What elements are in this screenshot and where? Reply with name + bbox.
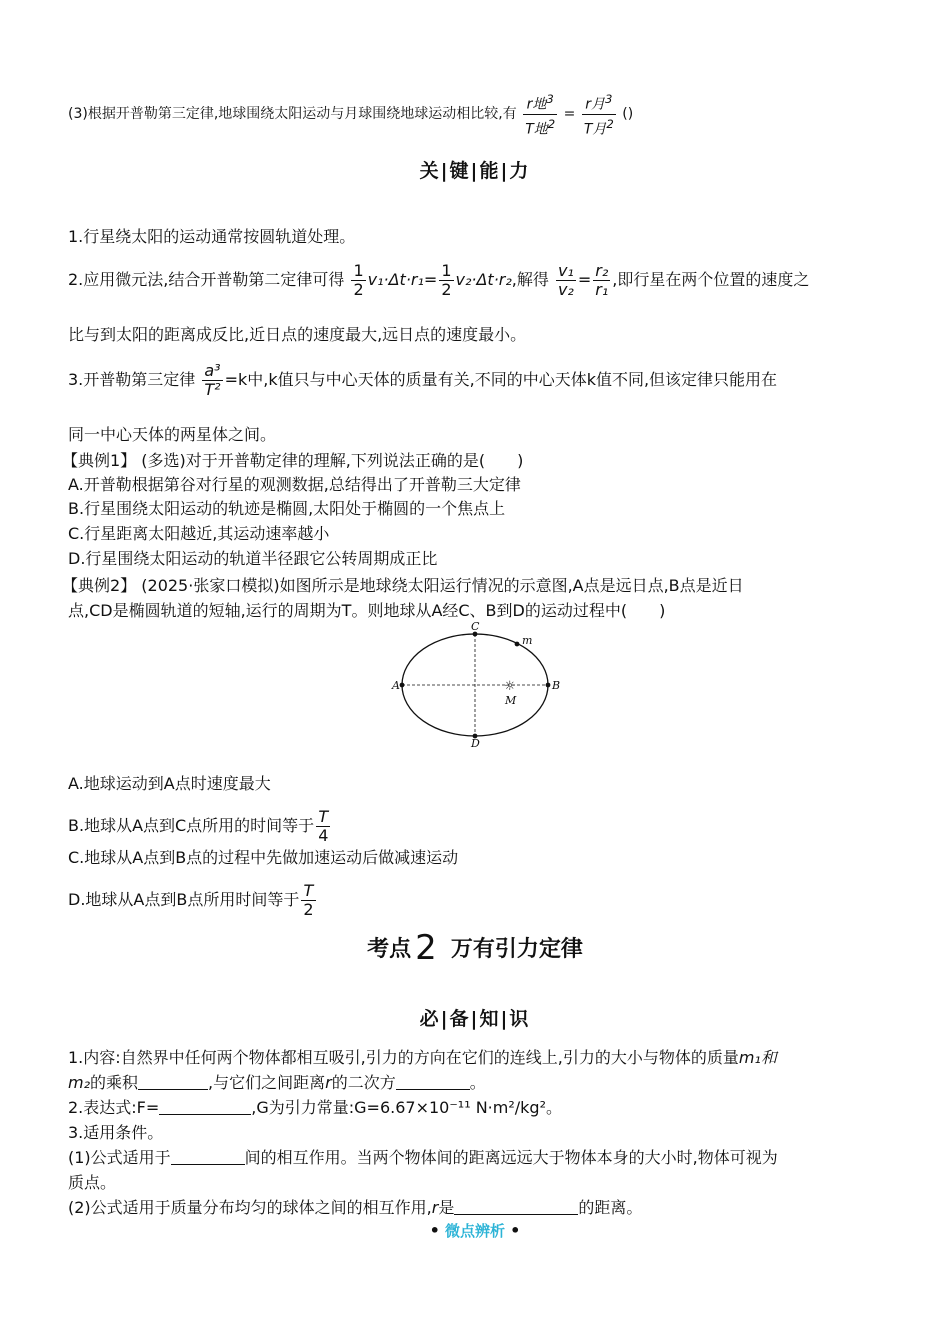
kepler-third-law-comparison: [68, 90, 884, 138]
label-b: B: [552, 679, 561, 692]
half-den-2: 2: [441, 280, 452, 299]
r2: r₂: [595, 261, 609, 280]
point-b-dot: [546, 683, 551, 688]
blank-product[interactable]: [138, 1073, 208, 1090]
power3-b: 3: [604, 92, 613, 106]
example-1-stem: [62, 450, 884, 472]
half-fraction-2: [439, 262, 453, 299]
a-cubed: a³: [204, 361, 221, 380]
k1-m2: m₂: [68, 1073, 90, 1092]
t-over-2-den: 2: [303, 900, 314, 919]
label-m-sun: M: [505, 694, 517, 707]
example-2-option-c: C.地球从A点到B点的过程中先做加速运动后做减速运动: [68, 848, 459, 867]
k1-intro: 1.内容:自然界中任何两个物体都相互吸引,引力的方向在它们的连线上,引力的大小与物体的质量: [68, 1048, 739, 1067]
a3-over-t2: [202, 362, 222, 399]
power2-a: 2: [547, 116, 556, 131]
p2-solve: ,解得: [511, 270, 549, 289]
p2-conclusion: ,即行星在两个位置的速度之: [612, 270, 810, 289]
k32-is: 是: [438, 1198, 455, 1217]
blank-center-distance[interactable]: [454, 1198, 578, 1215]
example-2-option-d: [68, 882, 884, 919]
blank-inverse-square[interactable]: [396, 1073, 470, 1090]
k31-body: 间的相互作用。当两个物体间的距离远远大于物体本身的大小时,物体可视为: [244, 1148, 778, 1167]
half-num-1: 1: [353, 261, 364, 280]
point-2-line1: 2.应用微元法,结合开普勒第二定律可得 $\frac{1}{2}$ v₁·Δt·r₁= $\frac{1}{2}$ v₂·Δt·r₂,解得 $\frac{\text{v₁}}{\text{v₂}}$ = $\frac{\text{r₂}}{\text{r₁}}$ ,即行星在两个位置的速度之: [68, 261, 810, 299]
label-c: C: [471, 620, 480, 633]
knowledge-3-1-line1: [68, 1147, 884, 1169]
example-1-option-d: D.行星围绕太阳运动的轨道半径跟它公转周期成正比: [68, 549, 438, 568]
k1-distance: ,与它们之间距离: [208, 1073, 326, 1092]
v2: v₂: [557, 280, 574, 299]
power2-b: 2: [606, 116, 614, 131]
r-moon: r月: [585, 96, 605, 113]
example-1-option-b: B.行星围绕太阳运动的轨迹是椭圆,太阳处于椭圆的一个焦点上: [68, 499, 506, 518]
orbit-diagram: [380, 620, 570, 750]
p2-term2: v₂·Δt·r₂: [455, 270, 512, 289]
topic-number: 2: [415, 928, 437, 968]
k32-end: 的距离。: [578, 1198, 643, 1217]
point-2-line2: 比与到太阳的距离成反比,近日点的速度最大,远日点的速度最小。: [68, 325, 527, 344]
law3-text: (3)根据开普勒第三定律,地球围绕太阳运动与月球围绕地球运动相比较,有: [68, 106, 517, 123]
t-over-4-den: 4: [318, 826, 329, 845]
knowledge-1-line1: [68, 1047, 884, 1069]
v1: v₁: [557, 261, 574, 280]
bullet-left: •: [429, 1221, 440, 1240]
micro-point-analysis-header: [0, 1220, 950, 1242]
t-over-2-num: T: [301, 882, 315, 901]
point-3-line1: [68, 362, 884, 399]
velocity-ratio: [556, 262, 576, 299]
knowledge-2: [68, 1097, 884, 1119]
t-squared: T²: [204, 380, 221, 399]
k1-end: 。: [469, 1073, 486, 1092]
p3-intro: 3.开普勒第三定律: [68, 370, 196, 389]
blank-point-masses[interactable]: [171, 1148, 245, 1165]
point-a-dot: [400, 683, 405, 688]
half-fraction-1: [351, 262, 365, 299]
option-b-text: B.地球从A点到C点所用的时间等于: [68, 816, 315, 835]
hint-title: 微点辨析: [444, 1222, 505, 1240]
t-earth: T地: [525, 121, 548, 138]
label-d: D: [471, 737, 480, 750]
k1-r: r: [325, 1073, 332, 1092]
knowledge-1-line2: [68, 1072, 884, 1094]
example-1-option-c: C.行星距离太阳越近,其运动速率越小: [68, 524, 330, 543]
k1-m1: m₁和: [738, 1048, 777, 1067]
earth-dot: [515, 642, 520, 647]
t-over-4: [316, 808, 330, 845]
example-2-label: 【典例2】: [62, 576, 137, 595]
topic-prefix: 考点: [367, 937, 412, 962]
t-moon: T月: [583, 121, 607, 138]
example-2-option-b: [68, 808, 884, 845]
equals-sign: =: [563, 106, 576, 123]
example-2-stem-line2: 点,CD是椭圆轨道的短轴,运行的周期为T。则地球从A经C、B到D的运动过程中( ): [68, 601, 666, 620]
label-m-earth: m: [522, 634, 533, 647]
half-num-2: 1: [441, 261, 452, 280]
p2-term1: v₁·Δt·r₁=: [367, 270, 438, 289]
power3-a: 3: [546, 92, 554, 106]
example-2-option-a: A.地球运动到A点时速度最大: [68, 774, 271, 793]
p3-body: =k中,k值只与中心天体的质量有关,不同的中心天体k值不同,但该定律只能用在: [224, 370, 778, 389]
section-key-abilities-title: 关|键|能|力: [419, 160, 531, 182]
earth-ratio: [523, 90, 557, 138]
knowledge-3-2: [68, 1197, 884, 1219]
example-1-option-a: A.开普勒根据第谷对行星的观测数据,总结得出了开普勒三大定律: [68, 475, 521, 494]
example-1-label: 【典例1】: [62, 451, 137, 470]
p2-intro: 2.应用微元法,结合开普勒第二定律可得: [68, 270, 345, 289]
sun-icon: ☼: [504, 679, 516, 694]
k2-intro: 2.表达式:F=: [68, 1098, 160, 1117]
k31-intro: (1)公式适用于: [68, 1148, 171, 1167]
point-1: 1.行星绕太阳的运动通常按圆轨道处理。: [68, 227, 356, 246]
moon-ratio: [582, 90, 616, 138]
t-over-4-num: T: [316, 808, 330, 827]
option-d-text: D.地球从A点到B点所用时间等于: [68, 890, 300, 909]
k2-constant: ,G为引力常量:G=6.67×10⁻¹¹ N·m²/kg²。: [251, 1098, 562, 1117]
point-3-line2: 同一中心天体的两星体之间。: [68, 425, 277, 444]
example-2-stem-line1: [62, 575, 884, 597]
t-over-2: [301, 882, 315, 919]
half-den-1: 2: [353, 280, 364, 299]
k1-product: 的乘积: [90, 1073, 139, 1092]
k32-intro: (2)公式适用于质量分布均匀的球体之间的相互作用,: [68, 1198, 432, 1217]
r1: r₁: [595, 280, 609, 299]
example-2-question-1: (2025·张家口模拟)如图所示是地球绕太阳运行情况的示意图,A点是远日点,B点是近日: [136, 576, 744, 595]
topic-2-heading: [0, 928, 950, 970]
k32-r: r: [431, 1198, 439, 1217]
label-a: A: [392, 679, 400, 692]
answer-paren: (): [622, 106, 634, 123]
section-essential-knowledge-title: 必|备|知|识: [419, 1008, 531, 1030]
blank-formula[interactable]: [159, 1098, 251, 1115]
r-earth: r地: [526, 96, 547, 113]
topic-title: 万有引力定律: [450, 937, 583, 962]
k1-square: 的二次方: [331, 1073, 396, 1092]
example-1-question: (多选)对于开普勒定律的理解,下列说法正确的是( ): [136, 451, 524, 470]
knowledge-3: 3.适用条件。: [68, 1123, 164, 1142]
radius-ratio: [593, 262, 610, 299]
bullet-right: •: [510, 1221, 521, 1240]
knowledge-3-1-line2: 质点。: [68, 1173, 117, 1192]
